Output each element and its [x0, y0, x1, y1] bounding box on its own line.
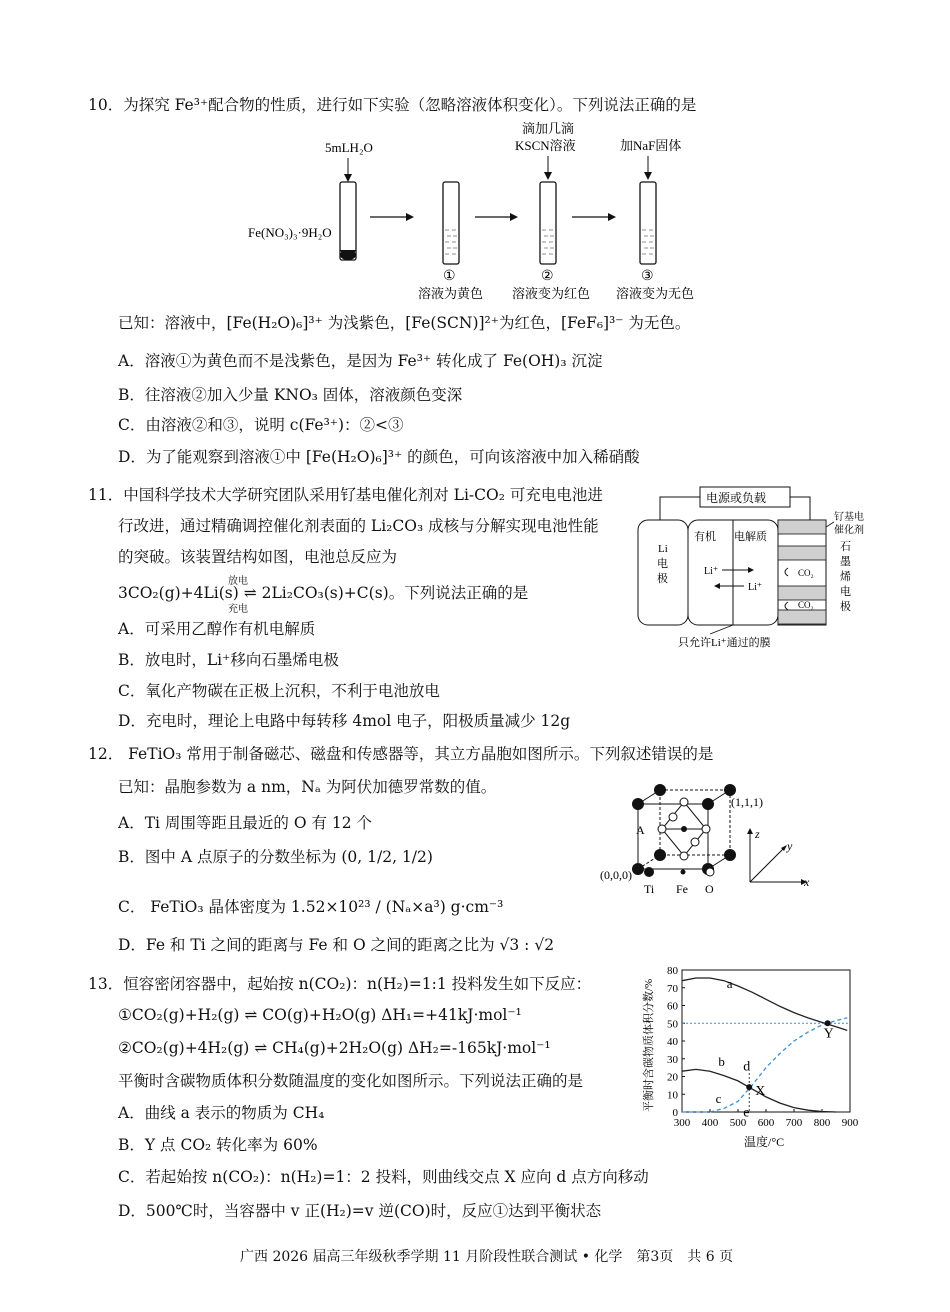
- carbon-fraction-chart: [636, 962, 866, 1150]
- q10-option-a: A．溶液①为黄色而不是浅紫色，是因为 Fe³⁺ 转化成了 Fe(OH)₃ 沉淀: [118, 352, 603, 370]
- tube-1-caption: 溶液为黄色: [418, 286, 484, 301]
- point-X-marker: [746, 1084, 752, 1090]
- o-legend-marker: [706, 868, 714, 876]
- q13-reaction-1: ①CO₂(g)+H₂(g) ⇌ CO(g)+H₂O(g) ΔH₁=+41kJ·mol⁻¹: [118, 1006, 522, 1024]
- q10-option-b: B．往溶液②加入少量 KNO₃ 固体，溶液颜色变深: [118, 386, 463, 404]
- li-electrode-label-3: 极: [657, 573, 668, 585]
- y-tick-label: 10: [667, 1089, 678, 1102]
- graphene-label-3: 烯: [840, 571, 851, 583]
- q13-option-c: C．若起始按 n(CO₂)：n(H₂)=1：2 投料，则曲线交点 X 应向 d 点方向移动: [118, 1168, 649, 1186]
- x-axis-label: x: [804, 875, 810, 889]
- catalyst-label-1: 钌基电: [834, 512, 864, 523]
- power-load-box: 电源或负载: [706, 491, 767, 505]
- q10-stem: 10．为探究 Fe³⁺配合物的性质，进行如下实验（忽略溶液体积变化）。下列说法正确的是: [88, 96, 697, 114]
- x-tick-label: 800: [813, 1117, 831, 1129]
- add-naf-label: 加NaF固体: [620, 138, 682, 153]
- q13-option-b: B．Y 点 CO₂ 转化率为 60%: [118, 1136, 318, 1154]
- y-axis-label: y: [787, 839, 793, 853]
- series-b-label: b: [718, 1053, 725, 1069]
- li-ion-label-1: Li⁺: [704, 566, 719, 577]
- q11-stem-line-3: 的突破。该装置结构如图，电池总反应为: [118, 548, 398, 566]
- chart-y-axis-label-text: 平衡时含碳物质体积分数/%: [643, 978, 655, 1112]
- q13-option-d: D．500℃时，当容器中 v 正(H₂)=v 逆(CO)时，反应①达到平衡状态: [118, 1202, 602, 1220]
- add-kscn-label-2: KSCN溶液: [515, 138, 576, 153]
- li-ion-label-2: Li⁺: [748, 582, 763, 593]
- tube-3-number: ③: [641, 269, 654, 284]
- q12-option-a: A．Ti 周围等距且最近的 O 有 12 个: [118, 814, 373, 832]
- charge-label: 充电: [228, 604, 248, 615]
- ti-legend-marker: [644, 867, 654, 877]
- electrolyte-label: 电解质: [734, 531, 767, 543]
- x-tick-label: 700: [785, 1117, 803, 1129]
- q10-option-d: D．为了能观察到溶液①中 [Fe(H₂O)₆]³⁺ 的颜色，可向该溶液中加入稀硝酸: [118, 448, 640, 466]
- crystal-cell-diagram: [598, 782, 818, 897]
- co2-label-2: CO₂: [798, 600, 814, 610]
- fe-legend: Fe: [676, 882, 688, 896]
- q11-option-d: D．充电时，理论上电路中每转移 4mol 电子，阳极质量减少 12g: [118, 712, 571, 730]
- q11-option-a: A．可采用乙醇作有机电解质: [118, 620, 316, 638]
- q13-option-a: A．曲线 a 表示的物质为 CH₄: [118, 1104, 325, 1122]
- y-tick-label: 30: [667, 1053, 678, 1066]
- tube-3-caption: 溶液变为无色: [616, 286, 695, 301]
- y-tick-label: 0: [672, 1107, 678, 1119]
- q11-stem-line-2: 行改进，通过精确调控催化剂表面的 Li₂CO₃ 成核与分解实现电池性能: [118, 517, 599, 535]
- z-axis-label: z: [755, 827, 760, 841]
- point-a-label: A: [636, 823, 645, 837]
- co2-label-1: CO₂: [798, 568, 814, 578]
- discharge-label: 放电: [228, 576, 248, 587]
- point-e-label: e: [743, 1105, 750, 1121]
- o-legend: O: [705, 882, 714, 896]
- series-c-label: c: [715, 1091, 722, 1107]
- chart-x-axis-label: 温度/°C: [744, 1135, 785, 1149]
- add-water-label: 5mLH₂O: [325, 140, 373, 155]
- tube-2-caption: 溶液变为红色: [512, 286, 591, 301]
- point-Y-label: Y: [823, 1026, 834, 1042]
- graphene-label-1: 石: [840, 541, 851, 553]
- q11-option-b: B．放电时，Li⁺移向石墨烯电极: [118, 651, 339, 669]
- tube-2-number: ②: [541, 269, 554, 284]
- series-a-line: [682, 975, 847, 1030]
- series-a-label: a: [726, 975, 733, 991]
- ti-legend: Ti: [644, 882, 655, 896]
- y-tick-label: 60: [667, 1000, 678, 1013]
- corner-000-label: (0,0,0): [600, 868, 632, 882]
- y-tick-label: 50: [667, 1018, 678, 1031]
- q11-stem-line-1: 11．中国科学技术大学研究团队采用钌基电催化剂对 Li-CO₂ 可充电电池进: [88, 486, 603, 504]
- q11-stem-line-4: 3CO₂(g)+4Li(s) ⇌ 2Li₂CO₃(s)+C(s)。下列说法正确的是: [118, 584, 529, 602]
- graphene-label-5: 极: [840, 601, 851, 613]
- membrane-label: 只允许Li⁺通过的膜: [678, 637, 771, 649]
- q12-known: 已知：晶胞参数为 a nm，Nₐ 为阿伏加德罗常数的值。: [118, 778, 497, 796]
- q10-option-c: C．由溶液②和③，说明 c(Fe³⁺)：②<③: [118, 416, 404, 434]
- q13-stem: 13．恒容密闭容器中，起始按 n(CO₂)：n(H₂)=1:1 投料发生如下反应：: [88, 975, 592, 993]
- q13-stem-2: 平衡时含碳物质体积分数随温度的变化如图所示。下列说法正确的是: [118, 1072, 584, 1090]
- q12-stem: 12． FeTiO₃ 常用于制备磁芯、磁盘和传感器等，其立方晶胞如图所示。下列叙述错误的是: [88, 745, 714, 763]
- x-tick-label: 600: [757, 1117, 775, 1129]
- add-kscn-label-1: 滴加几滴: [522, 121, 575, 136]
- graphene-label-2: 墨: [840, 556, 851, 568]
- x-tick-label: 500: [729, 1117, 747, 1129]
- point-d-label: d: [743, 1059, 751, 1075]
- q11-option-c: C．氧化产物碳在正极上沉积，不利于电池放电: [118, 682, 440, 700]
- corner-111-label: (1,1,1): [731, 795, 763, 809]
- x-tick-label: 400: [701, 1117, 719, 1129]
- page-footer: 广西 2026 届高三年级秋季学期 11 月阶段性联合测试 • 化学 第3页 共 6 页: [240, 1249, 734, 1265]
- organic-label: 有机: [694, 531, 716, 543]
- point-X-label: X: [755, 1084, 766, 1100]
- graphene-label-4: 电: [840, 586, 851, 598]
- x-tick-label: 900: [841, 1117, 859, 1129]
- ferric-nitrate-label: Fe(NO₃)₃·9H₂O: [248, 225, 332, 240]
- q13-reaction-2: ②CO₂(g)+4H₂(g) ⇌ CH₄(g)+2H₂O(g) ΔH₂=-165kJ·mol⁻¹: [118, 1039, 551, 1057]
- chart-y-axis-label: [641, 979, 655, 1112]
- catalyst-label-2: 催化剂: [834, 525, 864, 536]
- q12-option-c: C． FeTiO₃ 晶体密度为 1.52×10²³ / (Nₐ×a³) g·cm⁻³: [118, 898, 504, 916]
- x-tick-label: 300: [673, 1117, 691, 1129]
- li-electrode-label-1: Li: [658, 543, 668, 555]
- fe-legend-marker: [681, 870, 686, 875]
- q10-experiment-diagram: [230, 120, 730, 305]
- li-electrode-label-2: 电: [657, 558, 668, 570]
- q12-option-d: D．Fe 和 Ti 之间的距离与 Fe 和 O 之间的距离之比为 √3 : √2: [118, 936, 555, 954]
- y-tick-label: 40: [667, 1036, 678, 1048]
- y-tick-label: 20: [667, 1071, 678, 1084]
- y-tick-label: 70: [667, 982, 678, 995]
- q12-option-b: B．图中 A 点原子的分数坐标为 (0, 1/2, 1/2): [118, 848, 433, 866]
- q10-known: 已知：溶液中，[Fe(H₂O)₆]³⁺ 为浅紫色，[Fe(SCN)]²⁺为红色，[FeF₆]³⁻ 为无色。: [118, 314, 691, 332]
- battery-diagram: [630, 482, 870, 652]
- tube-1-number: ①: [443, 269, 456, 284]
- y-tick-label: 80: [667, 965, 678, 977]
